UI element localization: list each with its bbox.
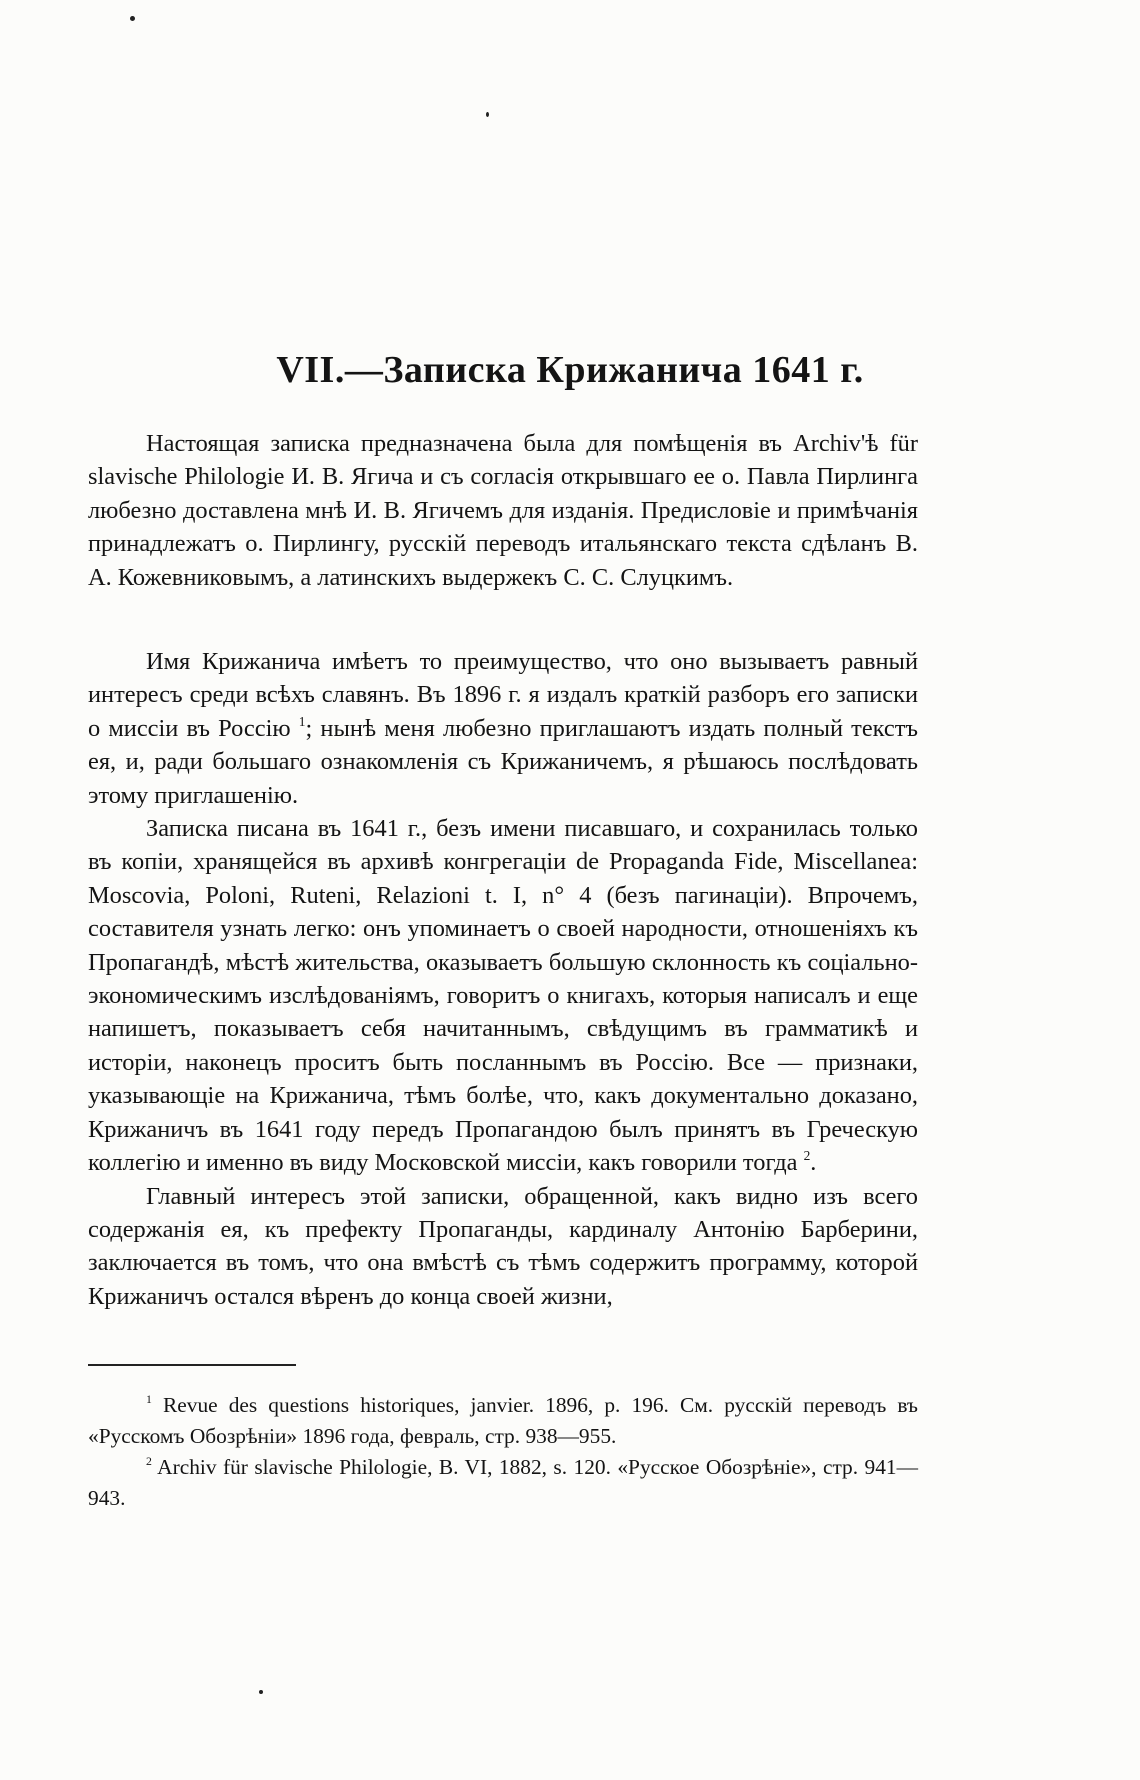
paragraph-intro [88, 427, 918, 594]
footnote-mark: 1 [146, 1393, 152, 1407]
paragraph-text: Имя Крижанича имѣетъ то преимущество, что оно вызываетъ равный интересъ среди всѣхъ славянъ. Въ 1896 г. я издалъ краткій разборъ его записки о миссіи въ Россію [88, 648, 918, 742]
footnotes [88, 1390, 918, 1514]
paragraph-body [88, 645, 918, 1313]
footnote-text: Revue des questions historiques, janvier. 1896, p. 196. См. русскій переводъ въ «Русскомъ Обозрѣніи» 1896 года, февраль, стр. 938—955. [88, 1393, 918, 1448]
footnote-text: Archiv für slavische Philologie, B. VI, 1882, s. 120. «Русское Обозрѣніе», стр. 941—943. [88, 1455, 918, 1510]
paragraph-text: Настоящая записка предназначена была для помѣщенія въ Archiv'ѣ für slavische Philologie И. В. Ягича и съ согласія открывшаго ее о. Павла Пирлинга любезно доставлена мнѣ И. В. Ягичемъ для изданія. Предисловіе и примѣчанія принадлежатъ о. Пирлингу, русскій переводъ итальянскаго текста сдѣланъ В. А. Кожевниковымъ, а латинскихъ выдержекъ С. С. Слуцкимъ. [88, 430, 918, 591]
footnote-ref: 1 [298, 713, 306, 729]
footnote-mark: 2 [146, 1455, 152, 1469]
footnote [88, 1390, 918, 1452]
ink-speck [130, 16, 135, 21]
paragraph [88, 645, 918, 812]
paragraph-text: Записка писана въ 1641 г., безъ имени писавшаго, и сохранилась только въ копіи, хранящейся въ архивѣ конгрегаціи de Propaganda Fide, Miscellanea: Moscovia, Poloni, Ruteni, Relazioni t. I, n° 4 (безъ пагинаціи). Впрочемъ, составителя узнать легко: онъ упоминаетъ о своей народности, отношеніяхъ къ Пропагандѣ, мѣстѣ жительства, оказываетъ большую склонность къ соціально-экономическимъ изслѣдованіямъ, говоритъ о книгахъ, которыя написалъ и еще напишетъ, показываетъ себя начитаннымъ, свѣдущимъ въ грамматикѣ и исторіи, наконецъ проситъ быть посланнымъ въ Россію. Все — признаки, указывающіе на Крижанича, тѣмъ болѣе, что, какъ документально доказано, Крижаничъ въ 1641 году передъ Пропагандою былъ принятъ въ Греческую коллегію и именно въ виду Московской миссіи, какъ говорили тогда [88, 815, 918, 1177]
paragraph-text: ; нынѣ меня любезно приглашаютъ издать полный текстъ ея, и, ради большаго ознакомленія съ Крижаничемъ, я рѣшаюсь послѣдовать этому приглашенію. [88, 714, 918, 809]
footnote-divider [88, 1364, 296, 1366]
paragraph-text: . [810, 1149, 817, 1177]
page-title: VII.—Записка Крижанича 1641 г. [276, 349, 864, 391]
ink-speck [486, 112, 489, 117]
paragraph [88, 812, 918, 1179]
paragraph [88, 1180, 918, 1314]
footnote [88, 1452, 918, 1514]
footnote-ref: 2 [803, 1148, 811, 1164]
ink-speck [259, 1690, 263, 1694]
paragraph-text: Главный интересъ этой записки, обращенной, какъ видно изъ всего содержанія ея, къ префекту Пропаганды, кардиналу Антонію Барберини, заключается въ томъ, что она вмѣстѣ съ тѣмъ содержитъ программу, которой Крижаничъ остался вѣренъ до конца своей жизни, [88, 1182, 918, 1310]
